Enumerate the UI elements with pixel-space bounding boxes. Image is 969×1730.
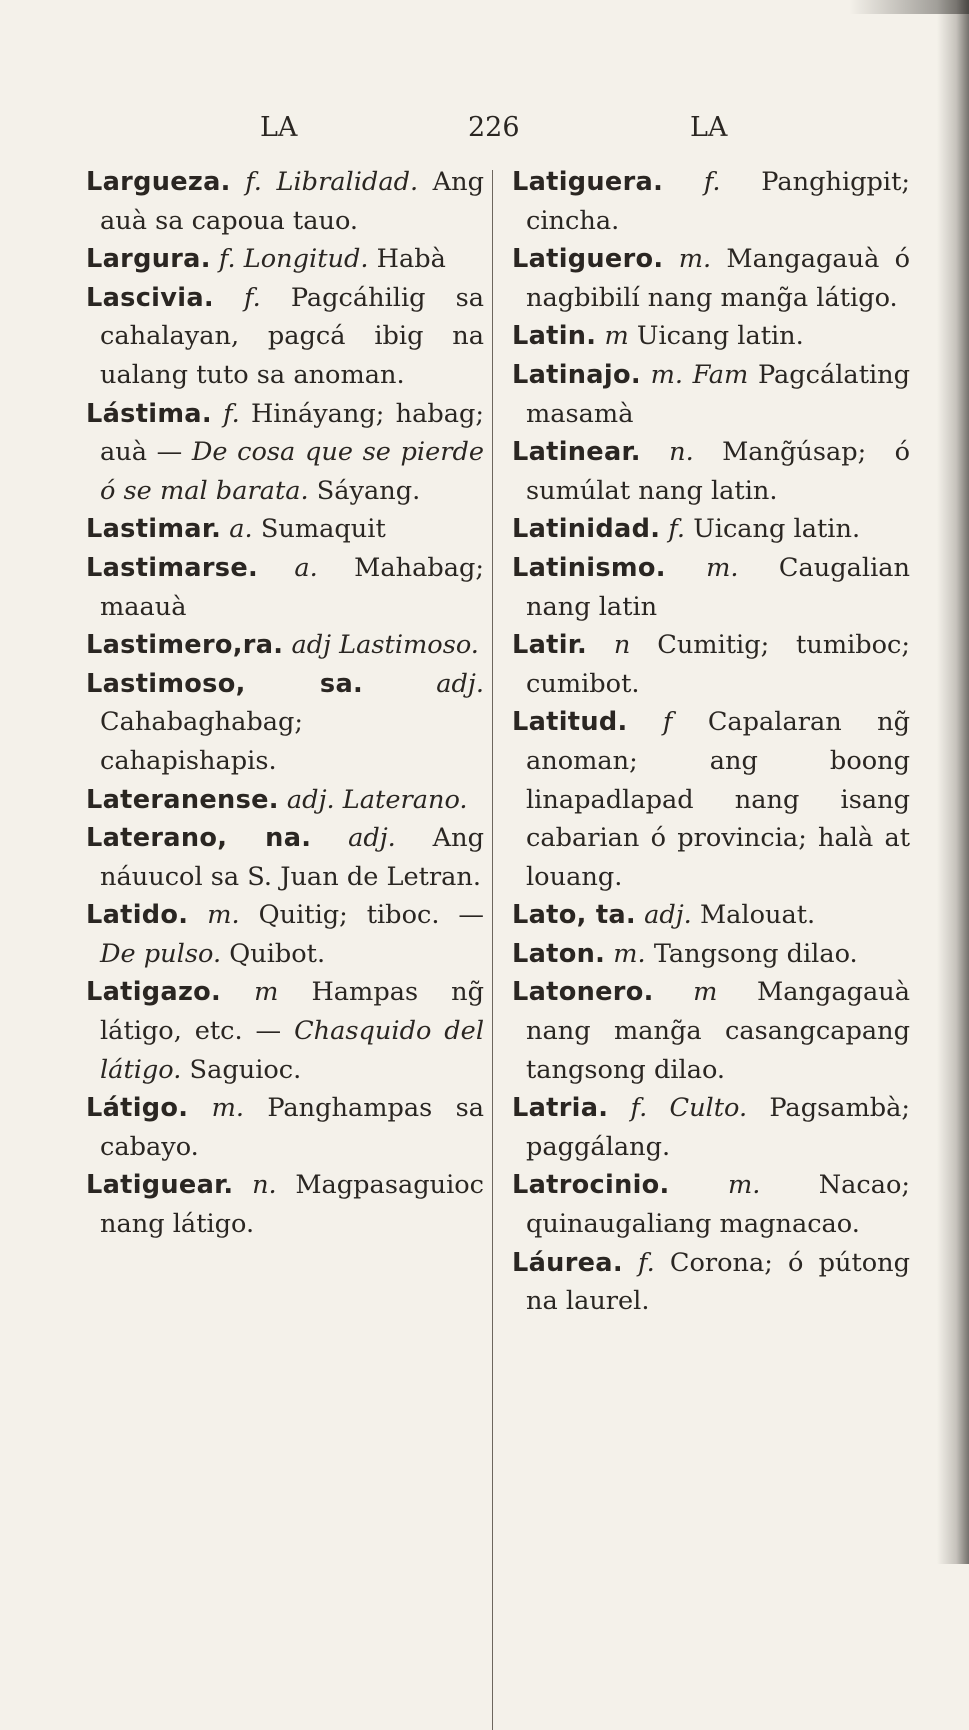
entry-headword: Lascivia.: [86, 282, 214, 313]
dictionary-entry: [512, 1166, 910, 1243]
entry-headword: Latir.: [512, 630, 588, 661]
dictionary-entry: [86, 896, 484, 973]
entry-headword: Latinidad.: [512, 514, 661, 545]
entry-headword: Latiguear.: [86, 1170, 234, 1201]
entry-headword: Latin.: [512, 321, 597, 352]
entry-definition: Malouat.: [699, 900, 816, 931]
entry-grammar: f.: [244, 282, 261, 313]
entry-definition: Ang náuucol sa S. Juan de Letran.: [100, 823, 484, 892]
dictionary-entry: [512, 703, 910, 896]
header-left-guide: LA: [260, 112, 298, 143]
dictionary-entry: [512, 973, 910, 1089]
running-header: [90, 112, 930, 152]
column-divider: [492, 170, 493, 1730]
entry-headword: Latiguera.: [512, 167, 664, 197]
dictionary-entry: [86, 240, 484, 279]
entry-grammar: m.: [613, 938, 646, 969]
dictionary-entry: [512, 626, 910, 703]
entry-definition: Mang̃úsap; ó sumúlat nang latin.: [526, 437, 911, 506]
left-column: [86, 163, 484, 1244]
entry-headword: Lato, ta.: [512, 900, 636, 931]
entry-grammar: adj.: [436, 668, 484, 699]
entry-headword: Largueza.: [86, 167, 231, 197]
entry-spanish-phrase: De pulso.: [100, 938, 222, 969]
entry-definition: Mangagauà ó nagbibilí nang mang̃a látigo.: [526, 244, 910, 313]
entry-definition: Hináyang; habag; auà —: [100, 398, 484, 468]
dictionary-entry: [512, 356, 910, 433]
entry-definition: Corona; ó pútong na laurel.: [526, 1247, 911, 1317]
entry-headword: Latido.: [86, 900, 189, 931]
entry-spanish-gloss: Culto.: [669, 1093, 748, 1124]
entry-headword: Lateranense.: [86, 784, 279, 815]
entry-definition: Mangagauà nang mang̃a casangcapang tangsong dilao.: [526, 977, 910, 1085]
entry-definition: Capalaran ng̃ anoman; ang boong linapadlapad nang isang cabarian ó provincia; halà at louang.: [526, 707, 911, 892]
entry-grammar: f.: [223, 398, 240, 429]
dictionary-entry: [86, 1089, 484, 1166]
entry-grammar: m.: [650, 359, 683, 390]
entry-definition-2: Sáyang.: [316, 475, 421, 506]
entry-definition: Pagsambà; paggálang.: [526, 1093, 910, 1162]
entry-definition: Cumitig; tumiboc; cumibot.: [526, 630, 911, 699]
entry-grammar: a.: [294, 552, 318, 583]
entry-definition-2: Quibot.: [229, 938, 326, 969]
entry-headword: Latinear.: [512, 437, 641, 468]
dictionary-entry: [512, 1089, 910, 1166]
entry-headword: Latria.: [512, 1093, 609, 1124]
page-number: 226: [468, 112, 520, 143]
dictionary-entry: [512, 1244, 910, 1321]
dictionary-entry: [86, 163, 484, 240]
header-right-guide: LA: [690, 112, 728, 143]
entry-definition: Nacao; quinaugaliang magnacao.: [526, 1170, 910, 1240]
dictionary-entry: [512, 240, 910, 317]
entry-grammar: n.: [252, 1170, 277, 1201]
dictionary-entry: [512, 549, 910, 626]
entry-grammar: f.: [638, 1247, 655, 1278]
entry-grammar: m.: [207, 900, 240, 931]
entry-headword: Latinajo.: [512, 359, 641, 390]
entry-definition: Habà: [376, 244, 446, 275]
entry-definition: Pagcáhilig sa cahalayan, pagcá ibig na ualang tuto sa anoman.: [100, 282, 485, 390]
entry-grammar: n.: [669, 437, 694, 468]
entry-grammar: m: [693, 977, 718, 1008]
entry-grammar: m.: [706, 552, 739, 583]
entry-spanish-gloss: Laterano.: [342, 784, 468, 815]
entry-headword: Láurea.: [512, 1247, 623, 1278]
dictionary-entry: [86, 1166, 484, 1243]
dictionary-entry: [512, 896, 910, 935]
page-top-edge-shadow: [849, 0, 969, 14]
dictionary-entry: [86, 510, 484, 549]
entry-headword: Latiguero.: [512, 244, 664, 275]
dictionary-entry: [512, 163, 910, 240]
entry-grammar: adj.: [286, 784, 335, 815]
entry-headword: Largura.: [86, 244, 211, 275]
entry-definition: Caugalian nang latin: [526, 552, 911, 622]
entry-headword: Latrocinio.: [512, 1170, 670, 1201]
entry-spanish-gloss: Fam: [692, 359, 749, 390]
entry-grammar: n: [613, 630, 631, 661]
entry-grammar: f.: [245, 167, 262, 197]
entry-headword: Lastimarse.: [86, 552, 258, 583]
dictionary-entry: [86, 665, 484, 781]
entry-headword: Lastimero,ra.: [86, 630, 284, 661]
entry-definition: Panghampas sa cabayo.: [100, 1093, 484, 1162]
entry-definition: Tangsong dilao.: [653, 938, 858, 969]
entry-headword: Laton.: [512, 938, 606, 969]
entry-spanish-gloss: Longitud.: [243, 244, 369, 275]
entry-definition: Pagcálating masamà: [526, 359, 911, 429]
entry-headword: Látigo.: [86, 1093, 189, 1124]
entry-grammar: m.: [211, 1093, 245, 1124]
entry-grammar: f.: [630, 1093, 648, 1124]
entry-headword: Latitud.: [512, 707, 628, 738]
entry-definition: Ang auà sa capoua tauo.: [100, 167, 484, 236]
dictionary-entry: [86, 395, 484, 511]
entry-grammar: f.: [668, 514, 686, 545]
entry-definition: Magpasaguioc nang látigo.: [100, 1170, 485, 1240]
entry-definition: Uicang latin.: [636, 321, 804, 352]
dictionary-entry: [86, 781, 484, 820]
entry-definition: Cahabaghabag; cahapishapis.: [100, 707, 304, 776]
dictionary-entry: [86, 973, 484, 1089]
dictionary-entry: [512, 935, 910, 974]
entry-headword: Latigazo.: [86, 977, 222, 1008]
entry-headword: Laterano, na.: [86, 823, 312, 854]
entry-headword: Lastimoso, sa.: [86, 668, 364, 699]
entry-headword: Lastimar.: [86, 514, 222, 545]
right-column: [512, 163, 910, 1321]
entry-grammar: adj.: [348, 823, 396, 854]
entry-grammar: m.: [678, 244, 712, 275]
entry-definition-2: Saguioc.: [189, 1054, 302, 1085]
entry-headword: Latonero.: [512, 977, 654, 1008]
dictionary-entry: [86, 819, 484, 896]
entry-definition: Sumaquit: [260, 514, 386, 545]
entry-spanish-phrase: De cosa que se pierde ó se mal barata.: [100, 437, 484, 506]
entry-grammar: m: [604, 321, 629, 352]
entry-spanish-gloss: Lastimoso.: [339, 630, 479, 661]
entry-grammar: m: [254, 977, 279, 1008]
entry-grammar: a.: [229, 514, 253, 545]
dictionary-entry: [512, 510, 910, 549]
entry-grammar: m.: [727, 1170, 761, 1201]
entry-headword: Lástima.: [86, 398, 212, 429]
entry-grammar: f.: [703, 167, 721, 197]
entry-definition: Mahabag; maauà: [100, 552, 485, 622]
entry-spanish-gloss: Libralidad.: [276, 167, 419, 197]
dictionary-entry: [512, 433, 910, 510]
entry-definition: Uicang latin.: [693, 514, 861, 545]
entry-grammar: adj: [291, 630, 332, 661]
entry-spanish-phrase: Chasquido del látigo.: [100, 1016, 485, 1085]
dictionary-entry: [512, 317, 910, 356]
dictionary-entry: [86, 549, 484, 626]
entry-definition: Hampas ng̃ látigo, etc. —: [100, 977, 484, 1047]
entry-headword: Latinismo.: [512, 552, 666, 583]
entry-definition: Quitig; tiboc. —: [258, 900, 484, 931]
entry-definition: Panghigpit; cincha.: [526, 167, 911, 236]
entry-grammar: f.: [218, 244, 236, 275]
page-edge-shadow: [937, 0, 969, 1564]
dictionary-entry: [86, 279, 484, 395]
entry-grammar: adj.: [644, 900, 692, 931]
dictionary-entry: [86, 626, 484, 665]
entry-grammar: f: [662, 707, 673, 738]
